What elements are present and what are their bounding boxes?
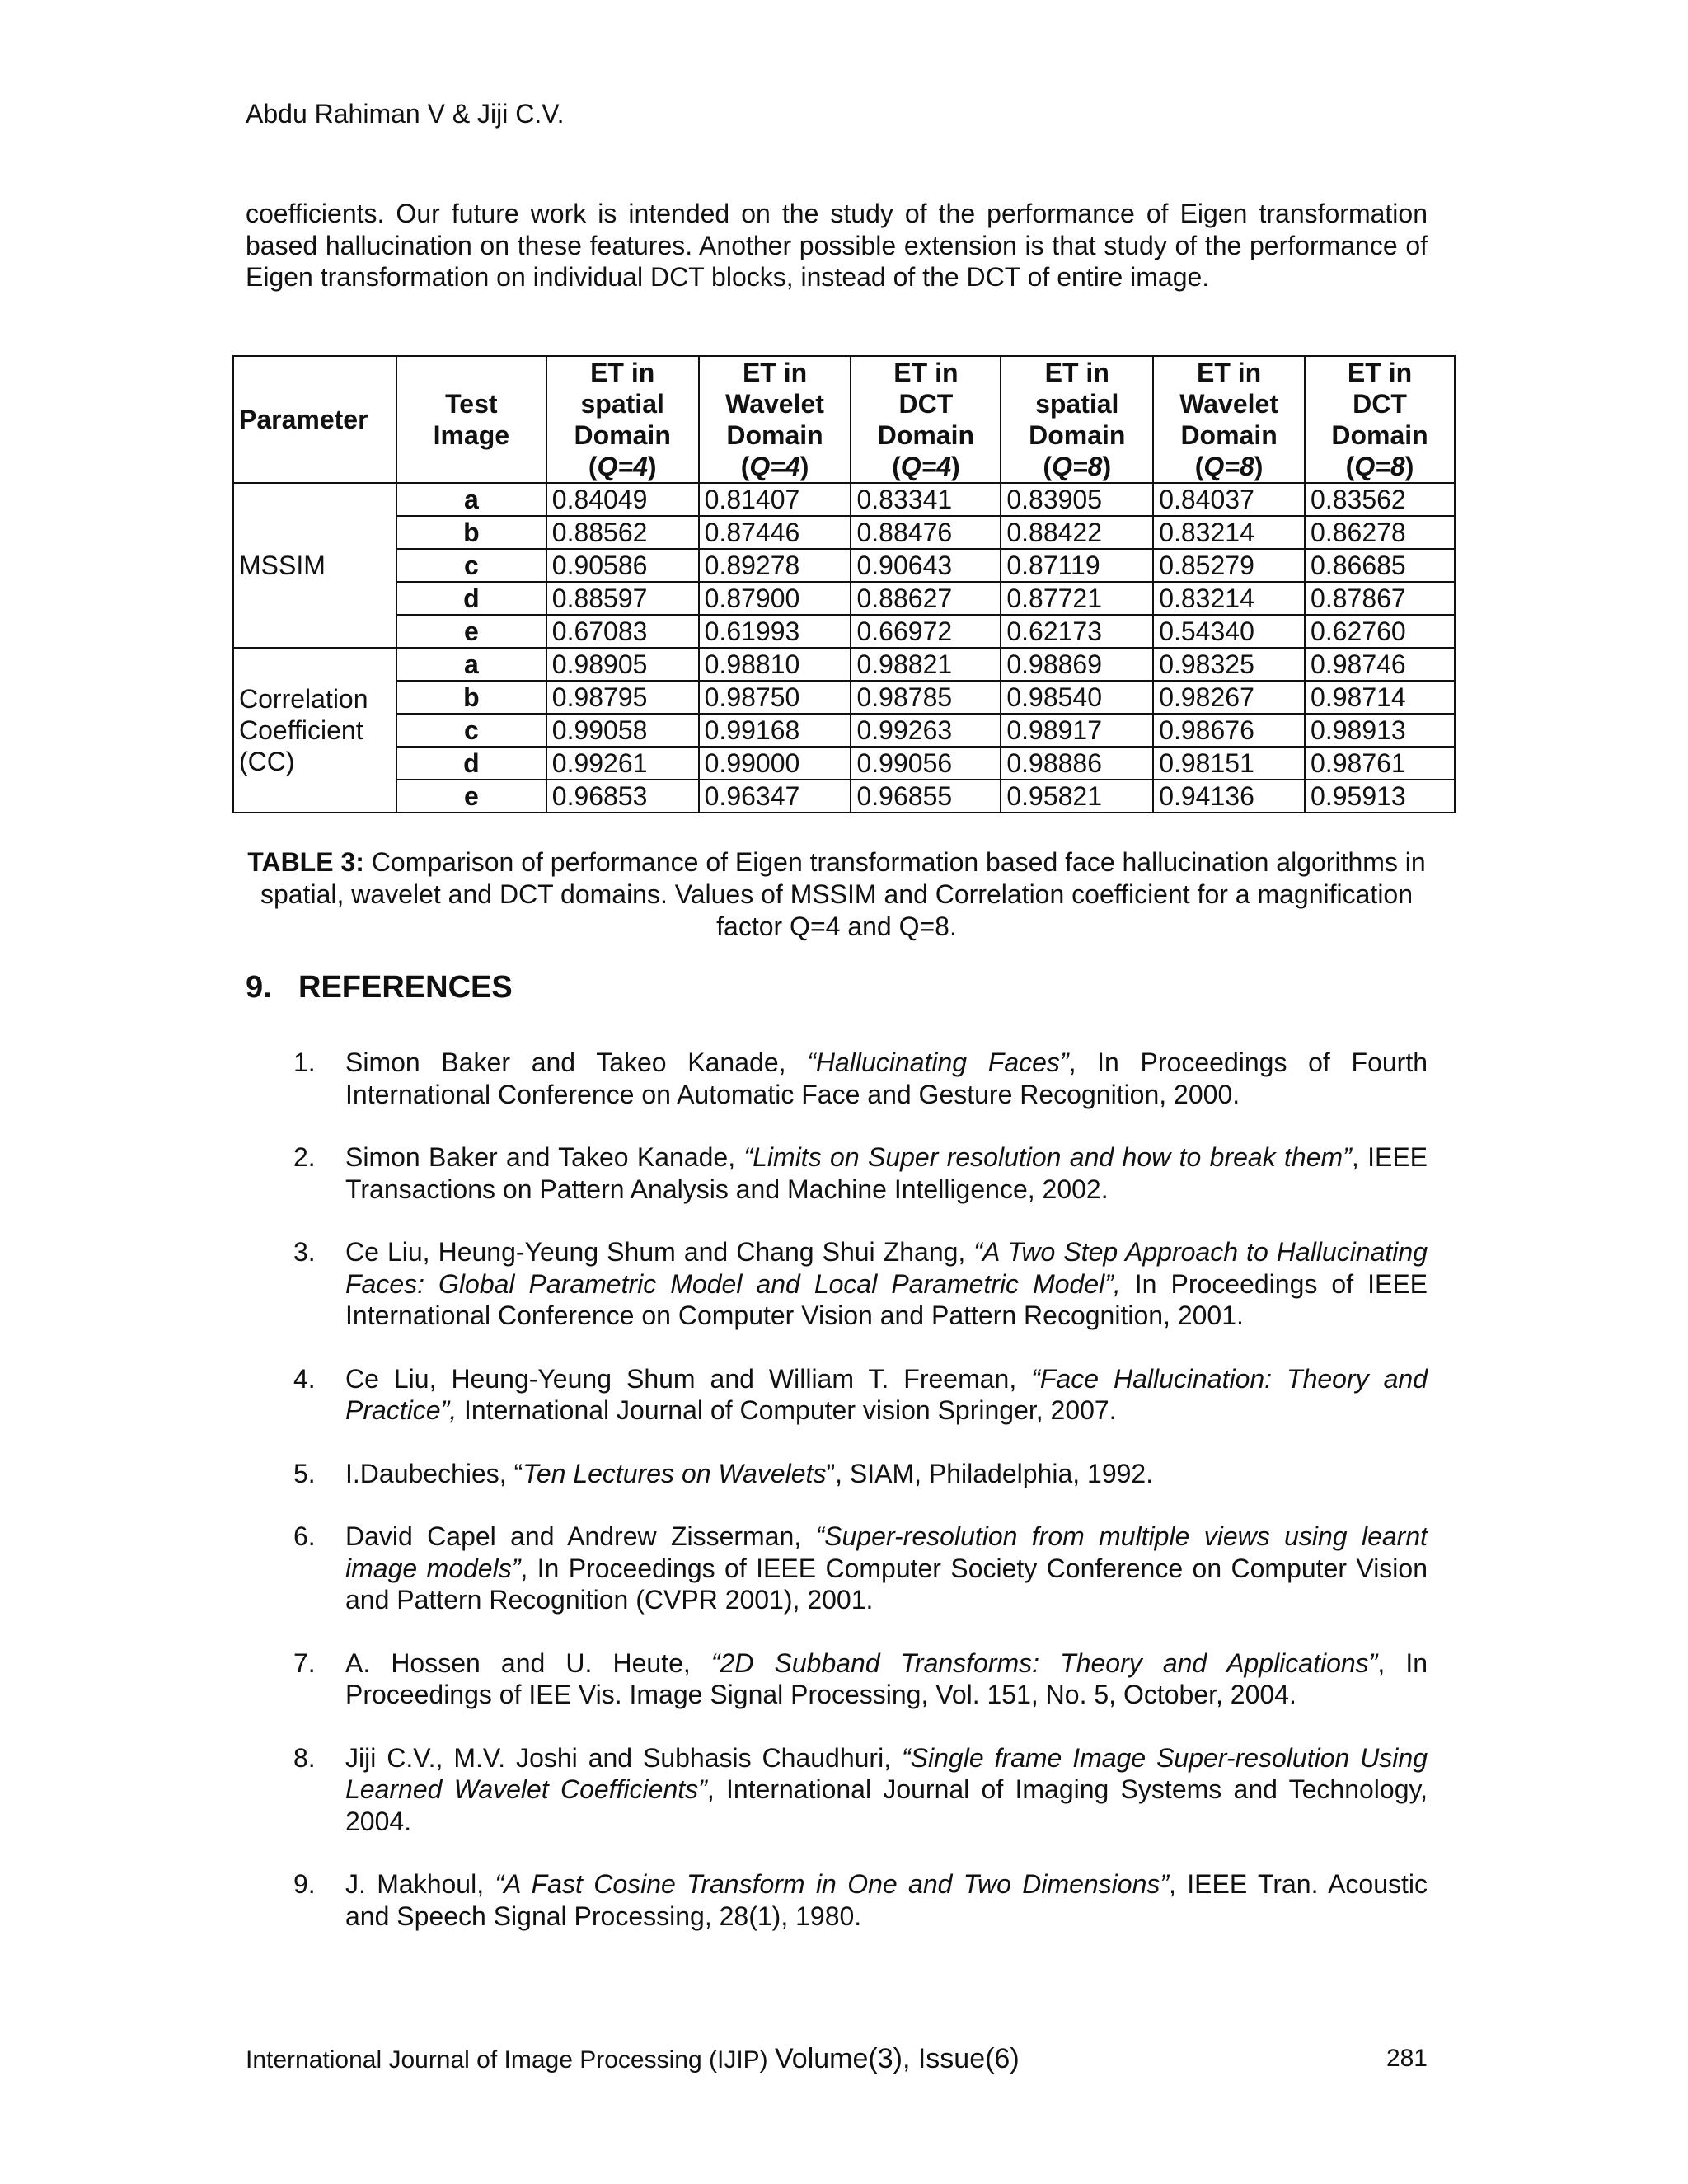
table-row [233,747,1455,780]
reference-text: , In Proceedings of IEE Vis. Image Signal Processing, Vol. 151, No. 5, October, 2004. [345,1647,1428,1709]
q-close-paren: ) [799,452,809,481]
table-body [233,483,1455,813]
reference-item [246,1647,1428,1711]
metric-value-cell: 0.98869 [1001,648,1153,681]
method-column-header [1153,356,1305,483]
metric-value-cell: 0.87900 [699,582,851,615]
reference-text: Simon Baker and Takeo Kanade, [345,1047,808,1077]
caption-label: TABLE 3: [247,847,364,877]
column-header-line: ET in [1347,358,1413,387]
reference-text: International Journal of Computer vision Springer, 2007. [457,1395,1117,1425]
metric-value-cell: 0.54340 [1153,615,1305,648]
reference-title: “A Two Step Approach to Hallucinating Faces: Global Parametric Model and Local Parametric Model”, [345,1237,1428,1299]
reference-text: ”, SIAM, Philadelphia, 1992. [826,1458,1154,1488]
test-image-cell: d [396,747,546,780]
reference-title: “Super-resolution from multiple views using learnt image models” [345,1521,1428,1583]
method-column-header [851,356,1001,483]
metric-value-cell: 0.98913 [1305,714,1455,747]
metric-value-cell: 0.98676 [1153,714,1305,747]
reference-text: , In Proceedings of IEEE Computer Society Conference on Computer Vision and Pattern Recognition (CVPR 2001), 2001. [345,1553,1428,1615]
table-row [233,648,1455,681]
metric-value-cell: 0.87119 [1001,549,1153,582]
method-column-header [1305,356,1455,483]
reference-list [246,1047,1428,1963]
reference-number: 4. [293,1363,316,1394]
metric-value-cell: 0.98886 [1001,747,1153,780]
metric-value-cell: 0.95821 [1001,780,1153,813]
metric-value-cell: 0.62760 [1305,615,1455,648]
table-row [233,549,1455,582]
reference-item [246,1458,1428,1490]
reference-number: 2. [293,1142,316,1172]
metric-value-cell: 0.99261 [546,747,699,780]
metric-value-cell: 0.81407 [699,483,851,516]
table-head [233,356,1455,483]
column-header-line: ET in [1044,358,1109,387]
magnification-factor: Q=4 [749,452,800,481]
section-heading [246,968,513,1006]
reference-text: Simon Baker and Takeo Kanade, [345,1142,744,1172]
column-header-line: spatial [580,389,664,419]
metric-value-cell: 0.98785 [851,681,1001,714]
q-open-paren: ( [1194,452,1204,481]
metric-value-cell: 0.87867 [1305,582,1455,615]
test-image-cell: e [396,780,546,813]
metric-value-cell: 0.87446 [699,516,851,549]
metric-value-cell: 0.67083 [546,615,699,648]
results-table [232,355,1456,813]
q-open-paren: ( [740,452,750,481]
reference-title: “Single frame Image Super-resolution Using Learned Wavelet Coefficients” [345,1742,1428,1804]
table-row [233,780,1455,813]
column-header-line: Domain [574,420,671,450]
reference-item [246,1363,1428,1427]
table-row [233,615,1455,648]
metric-value-cell: 0.90643 [851,549,1001,582]
metric-value-cell: 0.96347 [699,780,851,813]
metric-value-cell: 0.83214 [1153,582,1305,615]
reference-item [246,1236,1428,1332]
reference-text: Ce Liu, Heung-Yeung Shum and William T. Freeman, [345,1363,1032,1394]
reference-item [246,1141,1428,1205]
column-header-line: Domain [726,420,823,450]
reference-text: A. Hossen and U. Heute, [345,1647,711,1678]
column-header-line: DCT [898,389,954,419]
reference-title: “Face Hallucination: Theory and Practice”, [345,1363,1428,1425]
metric-value-cell: 0.83341 [851,483,1001,516]
column-header-line: Domain [1029,420,1126,450]
page-number: 281 [1386,2045,1428,2072]
reference-text: , In Proceedings of Fourth International Conference on Automatic Face and Gesture Recognition, 2000. [345,1047,1428,1109]
reference-title: “2D Subband Transforms: Theory and Applications” [710,1647,1378,1678]
test-image-cell: d [396,582,546,615]
reference-text: Ce Liu, Heung-Yeung Shum and Chang Shui Zhang, [345,1237,974,1267]
metric-value-cell: 0.88597 [546,582,699,615]
running-header: Abdu Rahiman V & Jiji C.V. [246,99,565,129]
column-header-line: Wavelet [725,389,824,419]
q-open-paren: ( [1345,452,1355,481]
reference-number: 5. [293,1458,316,1488]
metric-value-cell: 0.94136 [1153,780,1305,813]
reference-number: 8. [293,1742,316,1773]
reference-title: “A Fast Cosine Transform in One and Two Dimensions” [495,1869,1170,1899]
metric-value-cell: 0.89278 [699,549,851,582]
reference-text: I.Daubechies, “ [345,1458,523,1488]
table-row [233,516,1455,549]
parameter-label-line: Correlation [239,684,368,714]
reference-text: , IEEE Transactions on Pattern Analysis and Machine Intelligence, 2002. [345,1142,1428,1204]
magnification-factor: Q=4 [597,452,648,481]
metric-value-cell: 0.66972 [851,615,1001,648]
test-image-header-line: Image [433,420,510,450]
metric-value-cell: 0.98821 [851,648,1001,681]
metric-value-cell: 0.88562 [546,516,699,549]
reference-text: J. Makhoul, [345,1869,495,1899]
metric-value-cell: 0.96853 [546,780,699,813]
parameter-label-line: Coefficient [239,715,363,745]
test-image-cell: e [396,615,546,648]
q-open-paren: ( [1043,452,1053,481]
magnification-factor: Q=4 [900,452,952,481]
metric-value-cell: 0.87721 [1001,582,1153,615]
metric-value-cell: 0.98325 [1153,648,1305,681]
test-image-cell: c [396,549,546,582]
metric-value-cell: 0.98151 [1153,747,1305,780]
metric-value-cell: 0.98761 [1305,747,1455,780]
metric-value-cell: 0.84037 [1153,483,1305,516]
footer-volume: Volume(3), Issue(6) [774,2043,1020,2074]
q-close-paren: ) [647,452,657,481]
reference-text: , IEEE Tran. Acoustic and Speech Signal Processing, 28(1), 1980. [345,1869,1428,1931]
section-title: REFERENCES [298,970,513,1005]
reference-number: 7. [293,1647,316,1678]
metric-value-cell: 0.99058 [546,714,699,747]
metric-value-cell: 0.99263 [851,714,1001,747]
metric-value-cell: 0.83214 [1153,516,1305,549]
metric-value-cell: 0.62173 [1001,615,1153,648]
test-image-header [396,356,546,483]
column-header-line: Domain [1331,420,1428,450]
metric-value-cell: 0.98746 [1305,648,1455,681]
metric-value-cell: 0.98905 [546,648,699,681]
metric-value-cell: 0.88422 [1001,516,1153,549]
column-header-line: spatial [1035,389,1119,419]
metric-value-cell: 0.85279 [1153,549,1305,582]
reference-item [246,1868,1428,1932]
footer-journal: International Journal of Image Processing (IJIP) [246,2046,775,2074]
parameter-header: Parameter [233,356,396,483]
test-image-cell: b [396,516,546,549]
reference-number: 6. [293,1521,316,1551]
metric-value-cell: 0.83905 [1001,483,1153,516]
column-header-line: Domain [1180,420,1278,450]
table-row [233,582,1455,615]
reference-number: 3. [293,1237,316,1267]
reference-item [246,1047,1428,1110]
table-row [233,483,1455,516]
metric-value-cell: 0.88627 [851,582,1001,615]
metric-value-cell: 0.98714 [1305,681,1455,714]
test-image-cell: a [396,483,546,516]
metric-value-cell: 0.98750 [699,681,851,714]
test-image-header-line: Test [445,389,498,419]
column-header-line: ET in [893,358,959,387]
q-close-paren: ) [1404,452,1414,481]
column-header-line: ET in [742,358,808,387]
metric-value-cell: 0.61993 [699,615,851,648]
parameter-label-line: (CC) [239,747,295,776]
q-open-paren: ( [588,452,598,481]
metric-value-cell: 0.86685 [1305,549,1455,582]
reference-text: , International Journal of Imaging Systems and Technology, 2004. [345,1774,1428,1836]
metric-value-cell: 0.83562 [1305,483,1455,516]
metric-value-cell: 0.90586 [546,549,699,582]
reference-title: Ten Lectures on Wavelets [523,1458,827,1488]
method-column-header [699,356,851,483]
q-open-paren: ( [892,452,901,481]
parameter-group-cell [233,648,396,813]
reference-text: Jiji C.V., M.V. Joshi and Subhasis Chaudhuri, [345,1742,902,1773]
column-header-line: ET in [1197,358,1262,387]
table-row [233,681,1455,714]
test-image-cell: b [396,681,546,714]
magnification-factor: Q=8 [1203,452,1254,481]
header-row [233,356,1455,483]
metric-value-cell: 0.98810 [699,648,851,681]
section-number: 9. [246,970,272,1005]
q-close-paren: ) [951,452,960,481]
metric-value-cell: 0.88476 [851,516,1001,549]
column-header-line: ET in [590,358,655,387]
metric-value-cell: 0.96855 [851,780,1001,813]
metric-value-cell: 0.99056 [851,747,1001,780]
magnification-factor: Q=8 [1354,452,1405,481]
reference-item [246,1521,1428,1616]
reference-text: David Capel and Andrew Zisserman, [345,1521,816,1551]
table-row [233,714,1455,747]
metric-value-cell: 0.84049 [546,483,699,516]
metric-value-cell: 0.98795 [546,681,699,714]
caption-text: Comparison of performance of Eigen transformation based face hallucination algorithms in spatial, wavelet and DCT domains. Values of MSSIM and Correlation coefficient for a magnification factor Q=4 and Q=8. [260,847,1426,941]
metric-value-cell: 0.86278 [1305,516,1455,549]
metric-value-cell: 0.98917 [1001,714,1153,747]
parameter-group-cell [233,483,396,648]
intro-paragraph: coefficients. Our future work is intended on the study of the performance of Eigen transformation based hallucination on these features. Another possible extension is that study of the performance of Eigen transformation on individual DCT blocks, instead of the DCT of entire image. [246,199,1428,292]
reference-number: 9. [293,1869,316,1899]
reference-number: 1. [293,1047,316,1077]
metric-value-cell: 0.98267 [1153,681,1305,714]
q-close-paren: ) [1102,452,1112,481]
method-column-header [546,356,699,483]
q-close-paren: ) [1254,452,1264,481]
table-caption [246,846,1428,943]
metric-value-cell: 0.98540 [1001,681,1153,714]
column-header-line: DCT [1353,389,1407,419]
metric-value-cell: 0.99168 [699,714,851,747]
parameter-label-line: MSSIM [239,551,326,580]
reference-item [246,1742,1428,1838]
test-image-cell: a [396,648,546,681]
metric-value-cell: 0.99000 [699,747,851,780]
reference-title: “Hallucinating Faces” [807,1047,1069,1077]
reference-title: “Limits on Super resolution and how to break them” [743,1142,1352,1172]
column-header-line: Domain [877,420,975,450]
method-column-header [1001,356,1153,483]
metric-value-cell: 0.95913 [1305,780,1455,813]
page-footer [246,2042,1428,2077]
magnification-factor: Q=8 [1052,452,1103,481]
reference-text: In Proceedings of IEEE International Conference on Computer Vision and Pattern Recognition, 2001. [345,1268,1428,1330]
column-header-line: Wavelet [1179,389,1278,419]
test-image-cell: c [396,714,546,747]
